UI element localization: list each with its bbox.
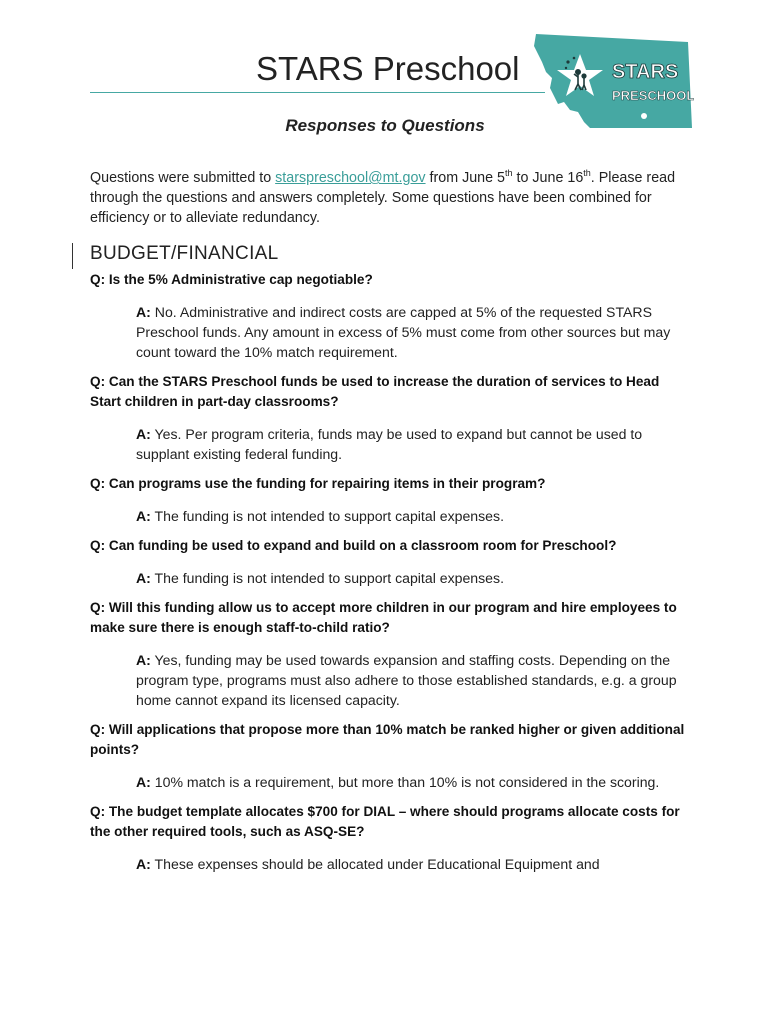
answer-7: A: These expenses should be allocated under Educational Equipment and (136, 856, 600, 872)
answer-3: A: The funding is not intended to support capital expenses. (136, 508, 504, 524)
intro-paragraph: Questions were submitted to starspreschool@mt.gov from June 5th to June 16th. Please read through the questions and answers completely. Some questions have been combined for efficiency or to alleviate redundancy. (90, 168, 676, 226)
title-rule (90, 92, 545, 93)
change-bar (72, 243, 73, 269)
answer-4: A: The funding is not intended to support capital expenses. (136, 570, 504, 586)
question-2: Q: Can the STARS Preschool funds be used to increase the duration of services to Head Start children in part-day classrooms? (90, 374, 660, 409)
question-6: Q: Will applications that propose more than 10% match be ranked higher or given additional points? (90, 722, 685, 757)
question-1: Q: Is the 5% Administrative cap negotiable? (90, 272, 373, 287)
logo-text-preschool: PRESCHOOL (612, 88, 694, 103)
answer-6: A: 10% match is a requirement, but more than 10% is not considered in the scoring. (136, 774, 660, 790)
logo-text-stars: STARS (612, 61, 679, 83)
email-link[interactable]: starspreschool@mt.gov (275, 170, 426, 186)
answer-1: A: No. Administrative and indirect costs are capped at 5% of the requested STARS Preschool funds. Any amount in excess of 5% must come from other sources but may count toward the 10% match requirement. (136, 304, 671, 360)
section-heading: BUDGET/FINANCIAL (90, 243, 279, 264)
stars-preschool-logo (528, 32, 694, 130)
question-7: Q: The budget template allocates $700 for DIAL – where should programs allocate costs for the other required tools, such as ASQ-SE? (90, 804, 680, 839)
answer-5: A: Yes, funding may be used towards expansion and staffing costs. Depending on the program type, programs must also adhere to those established standards, e.g. a group home cannot expand its licensed capacity. (136, 652, 677, 708)
answer-2: A: Yes. Per program criteria, funds may be used to expand but cannot be used to supplant existing federal funding. (136, 426, 643, 462)
qa-list (90, 270, 690, 884)
page-subtitle: Responses to Questions (285, 116, 485, 135)
question-5: Q: Will this funding allow us to accept more children in our program and hire employees to make sure there is enough staff-to-child ratio? (90, 600, 677, 635)
question-4: Q: Can funding be used to expand and build on a classroom room for Preschool? (90, 538, 617, 553)
question-3: Q: Can programs use the funding for repairing items in their program? (90, 476, 546, 491)
page-title: STARS Preschool (256, 50, 520, 87)
